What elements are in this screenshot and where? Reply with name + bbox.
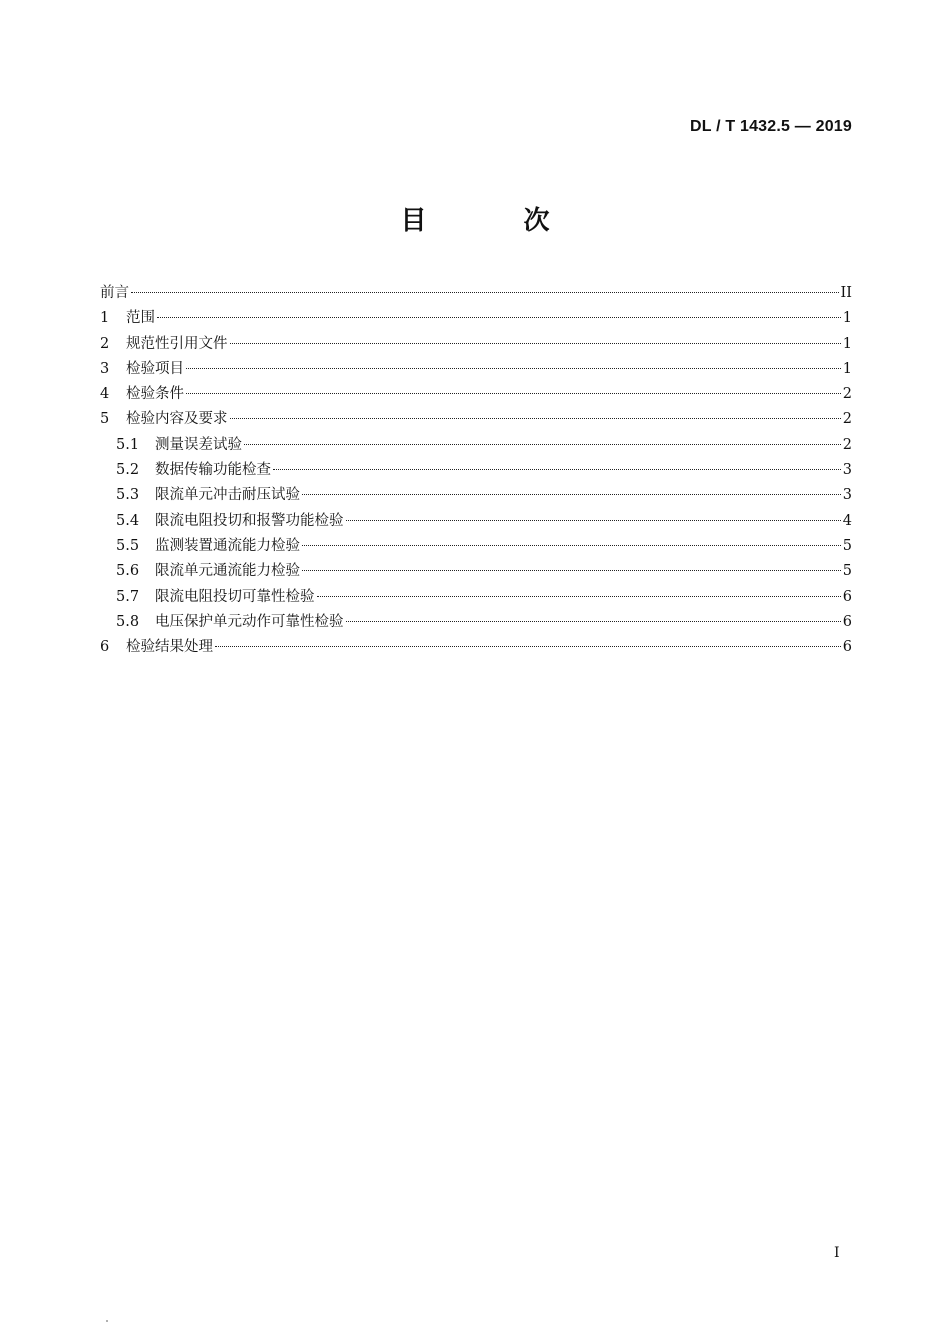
toc-entry-label: 检验内容及要求 (126, 411, 228, 428)
toc-entry-label: 限流电阻投切可靠性检验 (155, 588, 315, 605)
toc-dot-leader (186, 368, 841, 369)
toc-dot-leader (230, 343, 841, 344)
toc-entry-label: 测量误差试验 (155, 436, 242, 453)
toc-entry[interactable] (100, 306, 852, 331)
toc-entry[interactable] (100, 433, 852, 458)
toc-entry-number: 5.6 (116, 563, 140, 580)
toc-entry-page: 3 (842, 487, 852, 504)
toc-entry-page: II (840, 285, 852, 301)
toc-entry[interactable] (100, 382, 852, 407)
toc-entry-page: 6 (842, 613, 852, 630)
toc-entry-number: 4 (100, 386, 110, 403)
toc-entry-label: 限流单元冲击耐压试验 (155, 487, 300, 504)
toc-dot-leader (157, 317, 841, 318)
toc-dot-leader (131, 292, 839, 293)
toc-entry[interactable] (100, 509, 852, 534)
toc-entry-label: 检验条件 (126, 386, 184, 403)
toc-entry-page: 3 (842, 462, 852, 479)
toc-entry[interactable] (100, 610, 852, 635)
toc-entry-page: 5 (842, 537, 852, 554)
toc-dot-leader (273, 469, 841, 470)
toc-entry-number: 3 (100, 360, 110, 377)
toc-dot-leader (302, 570, 841, 571)
standard-code: DL / T 1432.5 — 2019 (689, 118, 852, 135)
toc-entry[interactable] (100, 559, 852, 584)
toc-entry-label: 范围 (126, 310, 155, 327)
toc-entry-page: 2 (842, 411, 852, 428)
toc-entry-page: 1 (842, 310, 852, 327)
toc-entry-page: 2 (842, 436, 852, 453)
toc-entry[interactable] (100, 458, 852, 483)
toc-dot-leader (302, 494, 841, 495)
toc-dot-leader (346, 621, 841, 622)
toc-entry[interactable] (100, 357, 852, 382)
toc-entry-label: 数据传输功能检查 (155, 462, 271, 479)
toc-entry[interactable] (100, 534, 852, 559)
toc-entry[interactable] (100, 585, 852, 610)
toc-entry-page: 6 (842, 639, 852, 656)
toc-entry-label: 限流单元通流能力检验 (155, 563, 300, 580)
toc-entry-label: 限流电阻投切和报警功能检验 (155, 512, 344, 529)
toc-dot-leader (317, 596, 841, 597)
toc-entry-number: 2 (100, 335, 110, 352)
toc-entry-number: 1 (100, 310, 110, 327)
toc-entry-page: 2 (842, 386, 852, 403)
toc-entry-page: 4 (842, 512, 852, 529)
toc-dot-leader (215, 646, 841, 647)
toc-entry-label: 前言 (100, 285, 129, 301)
toc-entry-label: 检验结果处理 (126, 639, 213, 656)
toc-entry-label: 电压保护单元动作可靠性检验 (155, 613, 344, 630)
toc-dot-leader (244, 444, 841, 445)
toc-entry[interactable] (100, 332, 852, 357)
table-of-contents (100, 281, 852, 660)
toc-entry-page: 6 (842, 588, 852, 605)
toc-entry-label: 规范性引用文件 (126, 335, 228, 352)
toc-entry-number: 5.7 (116, 588, 140, 605)
toc-entry-number: 5.8 (116, 613, 140, 630)
toc-entry-number: 5.2 (116, 462, 140, 479)
toc-dot-leader (346, 520, 841, 521)
page-title: 目 次 (400, 206, 594, 236)
toc-dot-leader (302, 545, 841, 546)
toc-dot-leader (230, 418, 841, 419)
toc-entry[interactable] (100, 483, 852, 508)
scan-speck (106, 1320, 108, 1322)
toc-dot-leader (186, 393, 841, 394)
toc-entry-page: 5 (842, 563, 852, 580)
toc-entry-number: 5.1 (116, 436, 140, 453)
toc-entry[interactable] (100, 635, 852, 660)
toc-entry-label: 监测装置通流能力检验 (155, 537, 300, 554)
toc-entry-number: 5 (100, 411, 110, 428)
toc-entry-number: 5.3 (116, 487, 140, 504)
toc-entry-number: 5.4 (116, 512, 140, 529)
page-number: I (834, 1245, 840, 1261)
toc-entry-number: 6 (100, 639, 110, 656)
toc-entry[interactable] (100, 407, 852, 432)
toc-entry-page: 1 (842, 360, 852, 377)
toc-entry[interactable] (100, 281, 852, 306)
toc-entry-label: 检验项目 (126, 360, 184, 377)
toc-entry-number: 5.5 (116, 537, 140, 554)
toc-entry-page: 1 (842, 335, 852, 352)
